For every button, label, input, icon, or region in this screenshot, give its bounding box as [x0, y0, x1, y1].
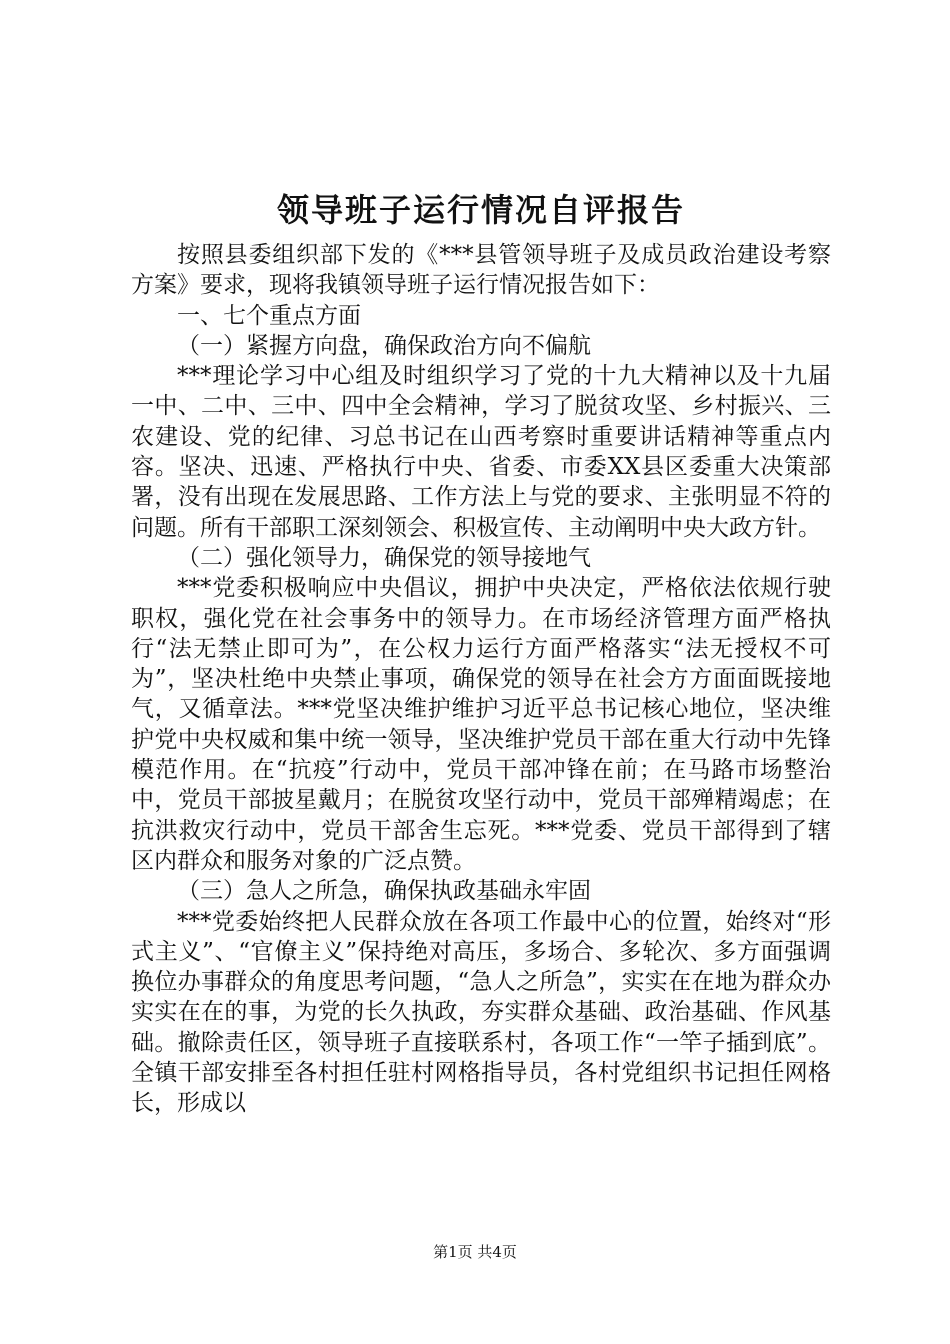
subsection-heading-3: （三）急人之所急，确保执政基础永牢固 — [177, 878, 591, 905]
document-title: 领导班子运行情况自评报告 — [276, 191, 685, 229]
section-heading-1: 一、七个重点方面 — [177, 302, 361, 329]
intro-paragraph: 按照县委组织部下发的《***县管领导班子及成员政治建设考察方案》要求，现将我镇领导班子运行情况报告如下： — [131, 242, 831, 299]
subsection-heading-1: （一）紧握方向盘，确保政治方向不偏航 — [177, 332, 591, 359]
document-page — [131, 186, 831, 1119]
subsection-body-2: ***党委积极响应中央倡议，拥护中央决定，严格依法依规行驶职权，强化党在社会事务中的领导力。在市场经济管理方面严格执行“法无禁止即可为”，在公权力运行方面严格落实“法无授权不可为”，坚决杜绝中央禁止事项，确保党的领导在社会方方面面既接地气，又循章法。***党坚决维护维护习近平总书记核心地位，坚决维护党中央权威和集中统一领导，坚决维护党员干部在重大行动中先锋模范作用。在“抗疫”行动中，党员干部冲锋在前；在马路市场整治中，党员干部披星戴月；在脱贫攻坚行动中，党员干部殚精竭虑；在抗洪救灾行动中，党员干部舍生忘死。***党委、党员干部得到了辖区内群众和服务对象的广泛点赞。 — [131, 575, 831, 874]
subsection-body-3: ***党委始终把人民群众放在各项工作最中心的位置，始终对“形式主义”、“官僚主义”保持绝对高压，多场合、多轮次、多方面强调换位办事群众的角度思考问题，“急人之所急”，实实在在地为群众办实实在在的事，为党的长久执政，夯实群众基础、政治基础、作风基础。撤除责任区，领导班子直接联系村，各项工作“一竿子插到底”。全镇干部安排至各村担任驻村网格指导员，各村党组织书记担任网格长，形成以 — [131, 908, 831, 1117]
subsection-heading-2: （二）强化领导力，确保党的领导接地气 — [177, 544, 591, 571]
page-footer: 第1页 共4页 — [433, 1243, 517, 1261]
subsection-body-1: ***理论学习中心组及时组织学习了党的十九大精神以及十九届一中、二中、三中、四中全会精神，学习了脱贫攻坚、乡村振兴、三农建设、党的纪律、习总书记在山西考察时重要讲话精神等重点内容。坚决、迅速、严格执行中央、省委、市委XX县区委重大决策部署，没有出现在发展思路、工作方法上与党的要求、主张明显不符的问题。所有干部职工深刻领会、积极宣传、主动阐明中央大政方针。 — [131, 363, 831, 541]
